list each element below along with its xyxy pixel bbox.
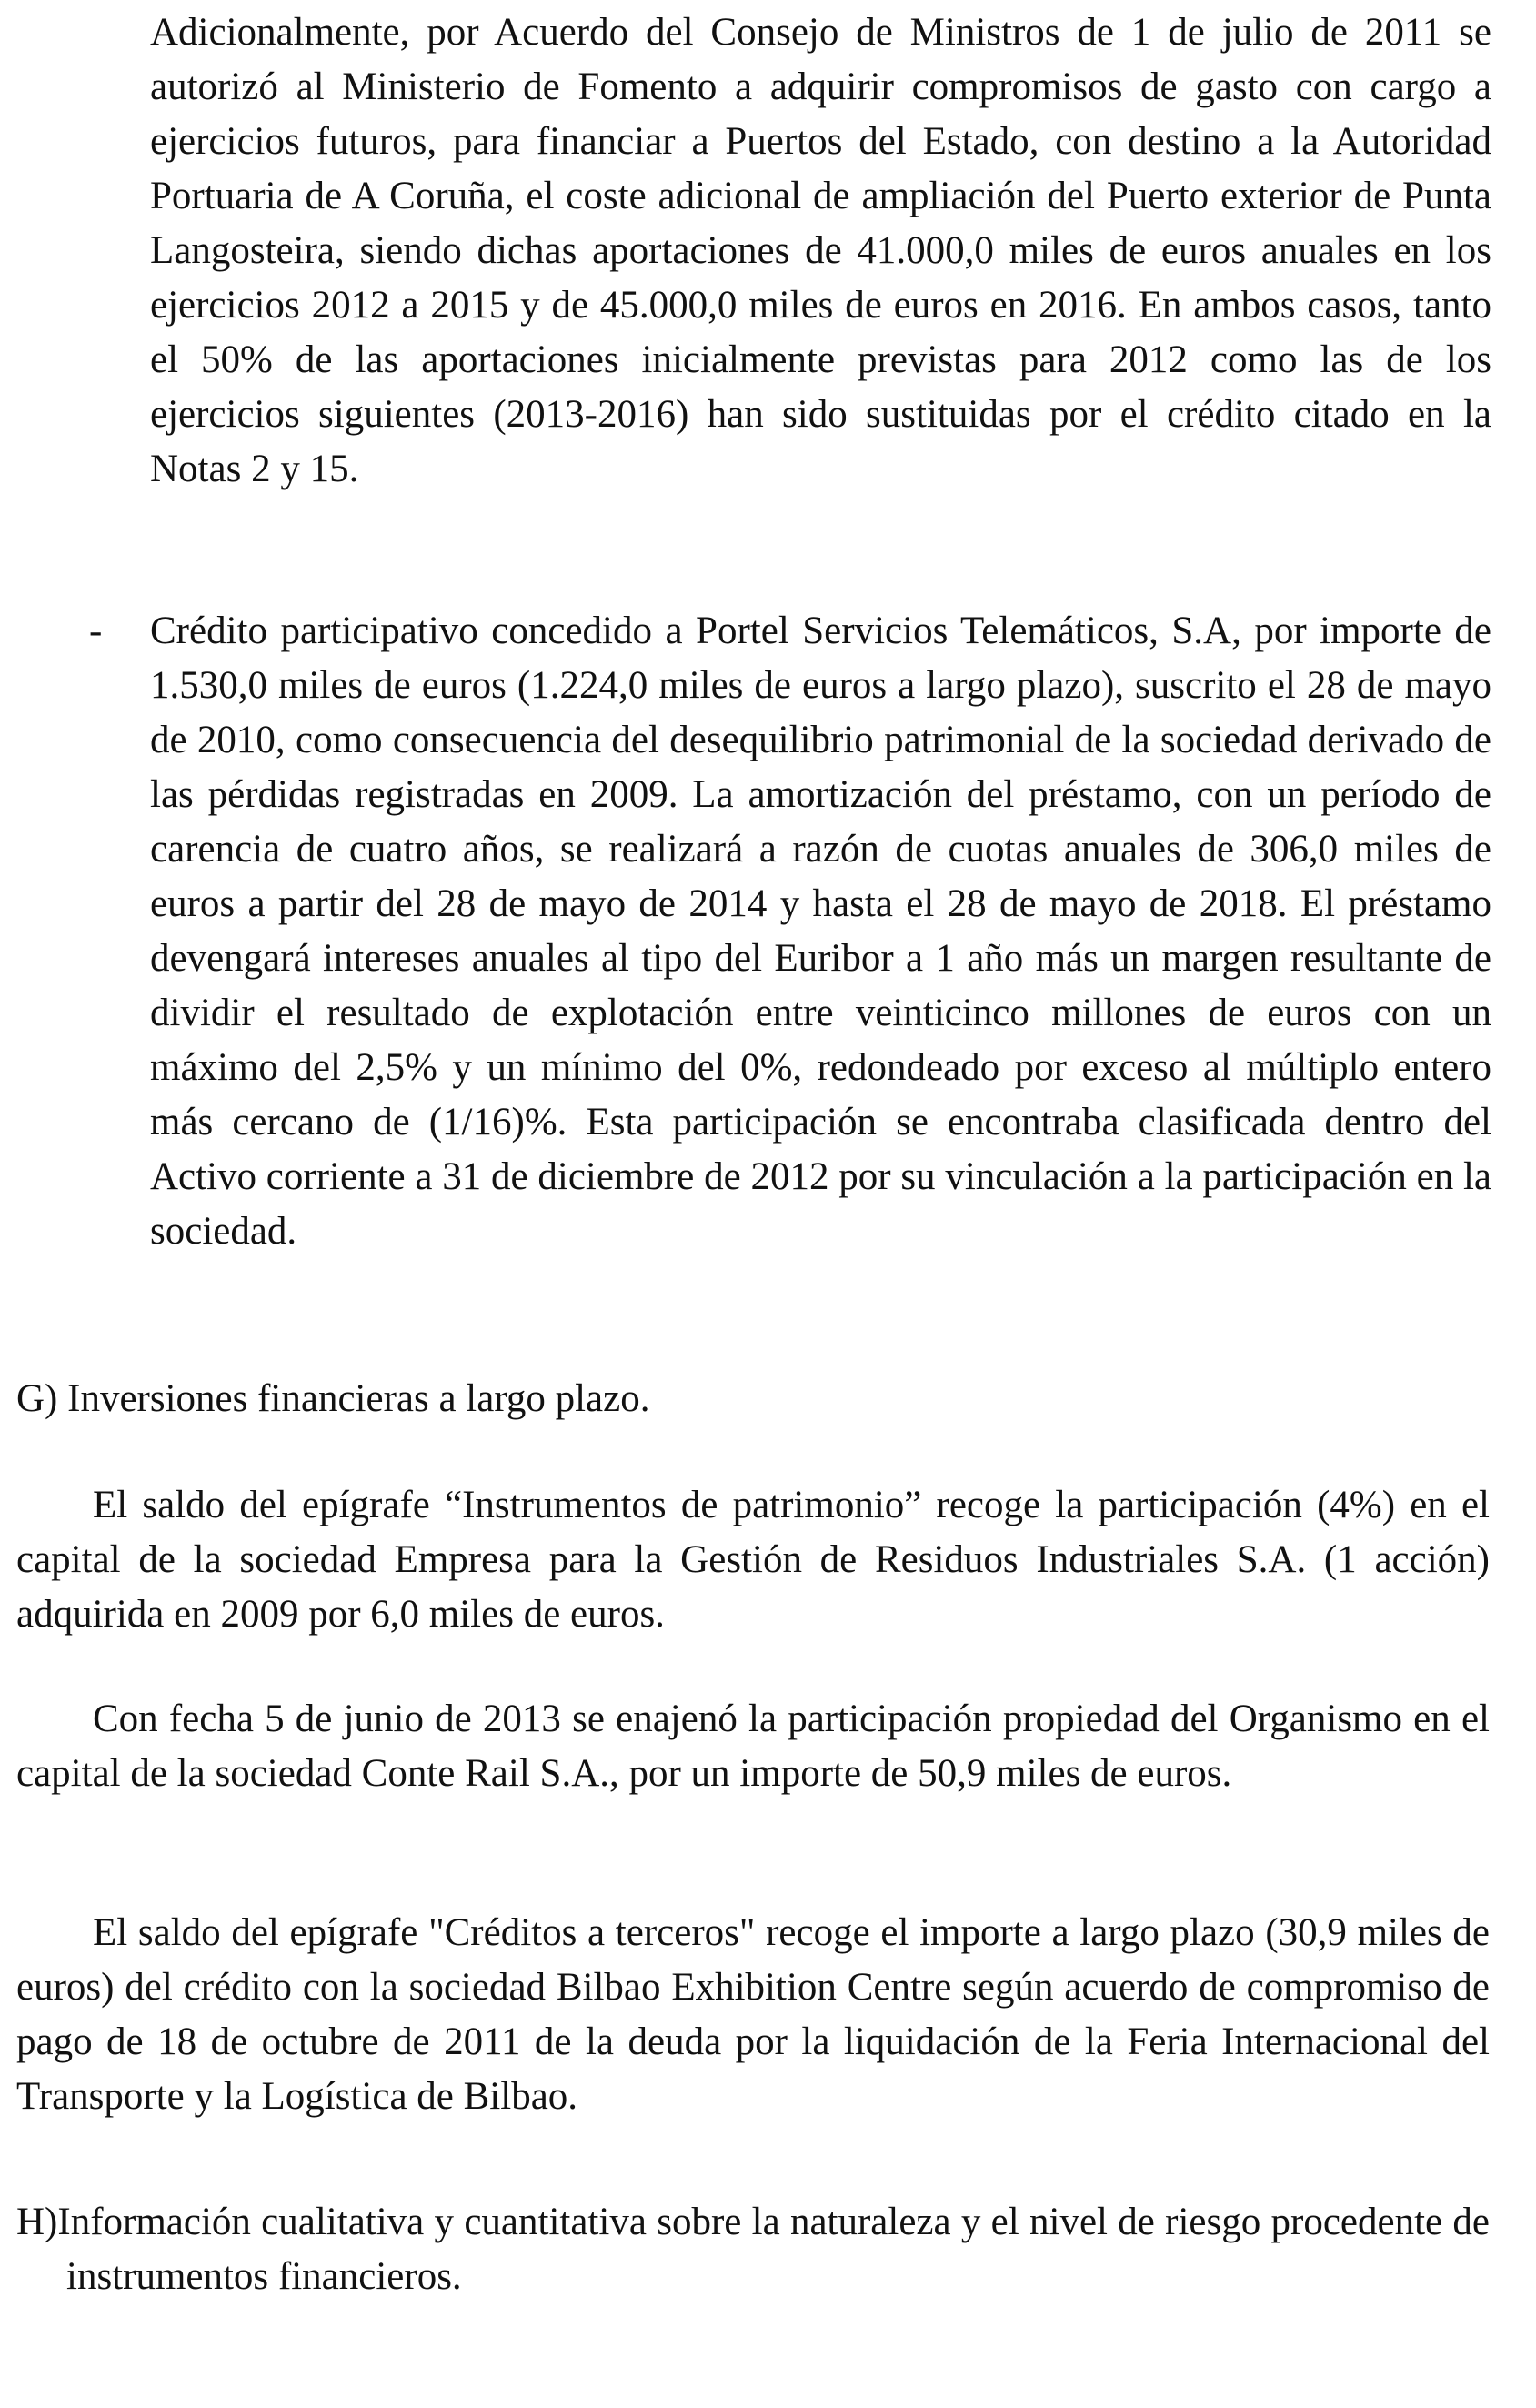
section-heading-g: G) Inversiones financieras a largo plazo.	[16, 1377, 650, 1420]
paragraph-third-party-credits: El saldo del epígrafe "Créditos a terceros" recoge el importe a largo plazo (30,9 miles de euros) del crédito con la sociedad Bilbao Exhibition Centre según acuerdo de compromiso de pago de 18 de octubre de 2011 de la deuda por la liquidación de la Feria Internacional del Transporte y la Logística de Bilbao.	[16, 1911, 1490, 2118]
list-bullet-dash: -	[89, 610, 103, 652]
paragraph-equity-instruments: El saldo del epígrafe “Instrumentos de patrimonio” recoge la participación (4%) en el capital de la sociedad Empresa para la Gestión de Residuos Industriales S.A. (1 acción) adquirida en 2009 por 6,0 miles de euros.	[16, 1484, 1490, 1636]
paragraph-fomento-commitments: Adicionalmente, por Acuerdo del Consejo de Ministros de 1 de julio de 2011 se autorizó al Ministerio de Fomento a adquirir compromisos de gasto con cargo a ejercicios futuros, para financiar a Puertos del Estado, con destino a la Autoridad Portuaria de A Coruña, el coste adicional de ampliación del Puerto exterior de Punta Langosteira, siendo dichas aportaciones de 41.000,0 miles de euros anuales en los ejercicios 2012 a 2015 y de 45.000,0 miles de euros en 2016. En ambos casos, tanto el 50% de las aportaciones inicialmente previstas para 2012 como las de los ejercicios siguientes (2013-2016) han sido sustituidas por el crédito citado en la Notas 2 y 15.	[150, 11, 1491, 490]
paragraph-conte-rail-sale: Con fecha 5 de junio de 2013 se enajenó la participación propiedad del Organismo en el capital de la sociedad Conte Rail S.A., por un importe de 50,9 miles de euros.	[16, 1698, 1490, 1795]
section-heading-h: H)Información cualitativa y cuantitativa sobre la naturaleza y el nivel de riesgo procedente de instrumentos financieros.	[16, 2201, 1490, 2298]
paragraph-portel-credit: Crédito participativo concedido a Portel Servicios Telemáticos, S.A, por importe de 1.530,0 miles de euros (1.224,0 miles de euros a largo plazo), suscrito el 28 de mayo de 2010, como consecuencia del desequilibrio patrimonial de la sociedad derivado de las pérdidas registradas en 2009. La amortización del préstamo, con un período de carencia de cuatro años, se realizará a razón de cuotas anuales de 306,0 miles de euros a partir del 28 de mayo de 2014 y hasta el 28 de mayo de 2018. El préstamo devengará intereses anuales al tipo del Euribor a 1 año más un margen resultante de dividir el resultado de explotación entre veinticinco millones de euros con un máximo del 2,5% y un mínimo del 0%, redondeado por exceso al múltiplo entero más cercano de (1/16)%. Esta participación se encontraba clasificada dentro del Activo corriente a 31 de diciembre de 2012 por su vinculación a la participación en la sociedad.	[150, 610, 1491, 1253]
